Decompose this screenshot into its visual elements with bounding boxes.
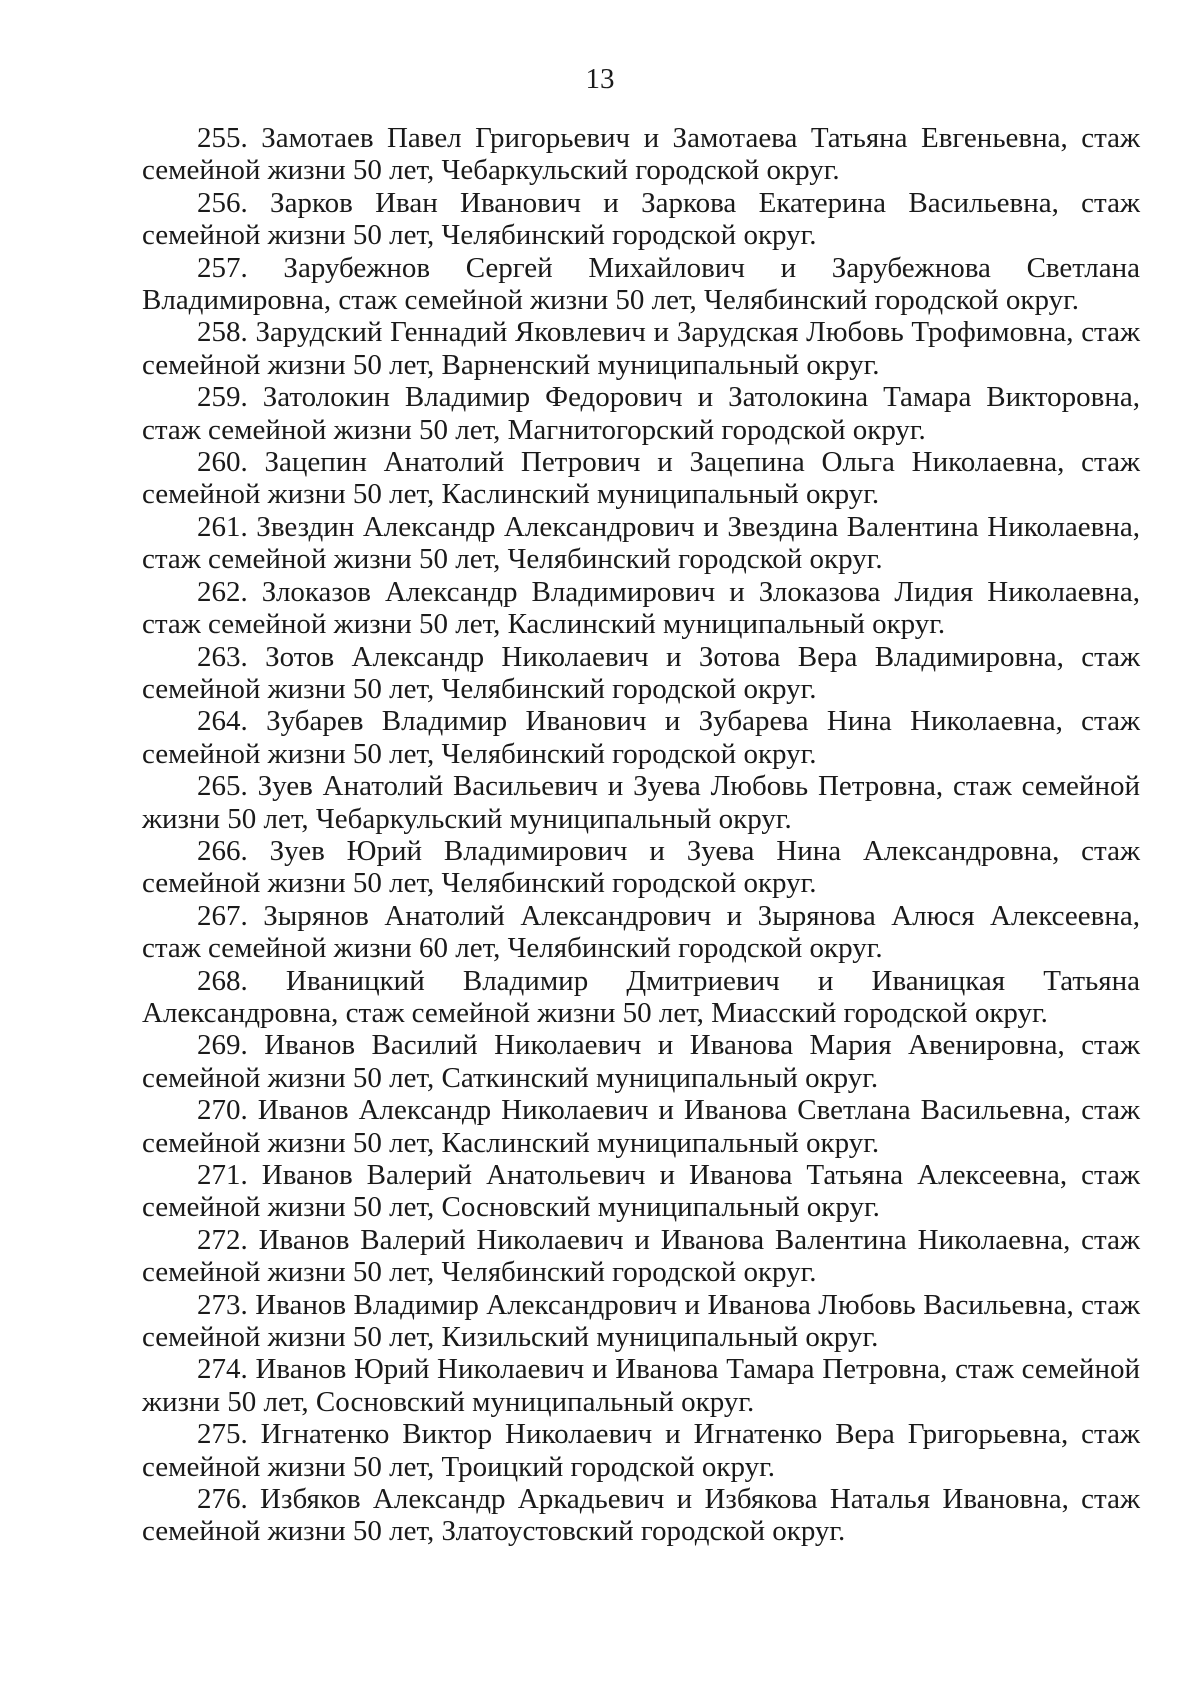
list-item: 260. Зацепин Анатолий Петрович и Зацепина Ольга Николаевна, стаж семейной жизни 50 лет, Каслинский муниципальный округ. — [142, 446, 1140, 511]
list-item: 272. Иванов Валерий Николаевич и Иванова Валентина Николаевна, стаж семейной жизни 50 лет, Челябинский городской округ. — [142, 1223, 1140, 1289]
list-item: 267. Зырянов Анатолий Александрович и Зырянова Алюся Алексеевна, стаж семейной жизни 60 лет, Челябинский городской округ. — [142, 899, 1140, 965]
list-item: 261. Звездин Александр Александрович и Звездина Валентина Николаевна, стаж семейной жизни 50 лет, Челябинский городской округ. — [142, 510, 1140, 576]
list-item: 270. Иванов Александр Николаевич и Иванова Светлана Васильевна, стаж семейной жизни 50 лет, Каслинский муниципальный округ. — [142, 1094, 1140, 1159]
list-item: 256. Зарков Иван Иванович и Заркова Екатерина Васильевна, стаж семейной жизни 50 лет, Челябинский городской округ. — [142, 186, 1140, 252]
list-item: 265. Зуев Анатолий Васильевич и Зуева Любовь Петровна, стаж семейной жизни 50 лет, Чебаркульский муниципальный округ. — [142, 770, 1140, 835]
list-item: 268. Иваницкий Владимир Дмитриевич и Иваницкая Татьяна Александровна, стаж семейной жизни 50 лет, Миасский городской округ. — [142, 964, 1140, 1029]
list-item: 266. Зуев Юрий Владимирович и Зуева Нина Александровна, стаж семейной жизни 50 лет, Челябинский городской округ. — [142, 834, 1140, 900]
list-item: 263. Зотов Александр Николаевич и Зотова Вера Владимировна, стаж семейной жизни 50 лет, Челябинский городской округ. — [142, 640, 1140, 705]
list-item: 271. Иванов Валерий Анатольевич и Иванова Татьяна Алексеевна, стаж семейной жизни 50 лет, Сосновский муниципальный округ. — [142, 1159, 1140, 1224]
list-item: 262. Злоказов Александр Владимирович и Злоказова Лидия Николаевна, стаж семейной жизни 50 лет, Каслинский муниципальный округ. — [142, 575, 1140, 641]
list-item: 255. Замотаев Павел Григорьевич и Замотаева Татьяна Евгеньевна, стаж семейной жизни 50 лет, Чебаркульский городской округ. — [142, 122, 1140, 187]
page-number: 13 — [585, 63, 615, 95]
entry-list — [142, 122, 1140, 1548]
list-item: 264. Зубарев Владимир Иванович и Зубарева Нина Николаевна, стаж семейной жизни 50 лет, Челябинский городской округ. — [142, 705, 1140, 770]
list-item: 274. Иванов Юрий Николаевич и Иванова Тамара Петровна, стаж семейной жизни 50 лет, Сосновский муниципальный округ. — [142, 1353, 1140, 1418]
list-item: 273. Иванов Владимир Александрович и Иванова Любовь Васильевна, стаж семейной жизни 50 лет, Кизильский муниципальный округ. — [142, 1288, 1140, 1354]
list-item: 275. Игнатенко Виктор Николаевич и Игнатенко Вера Григорьевна, стаж семейной жизни 50 лет, Троицкий городской округ. — [142, 1418, 1140, 1483]
list-item: 257. Зарубежнов Сергей Михайлович и Зарубежнова Светлана Владимировна, стаж семейной жизни 50 лет, Челябинский городской округ. — [142, 251, 1140, 317]
list-item: 259. Затолокин Владимир Федорович и Затолокина Тамара Викторовна, стаж семейной жизни 50 лет, Магнитогорский городской округ. — [142, 381, 1140, 446]
list-item: 269. Иванов Василий Николаевич и Иванова Мария Авенировна, стаж семейной жизни 50 лет, Саткинский муниципальный округ. — [142, 1029, 1140, 1094]
list-item: 276. Избяков Александр Аркадьевич и Избякова Наталья Ивановна, стаж семейной жизни 50 лет, Златоустовский городской округ. — [142, 1483, 1140, 1548]
list-item: 258. Зарудский Геннадий Яковлевич и Зарудская Любовь Трофимовна, стаж семейной жизни 50 лет, Варненский муниципальный округ. — [142, 316, 1140, 381]
